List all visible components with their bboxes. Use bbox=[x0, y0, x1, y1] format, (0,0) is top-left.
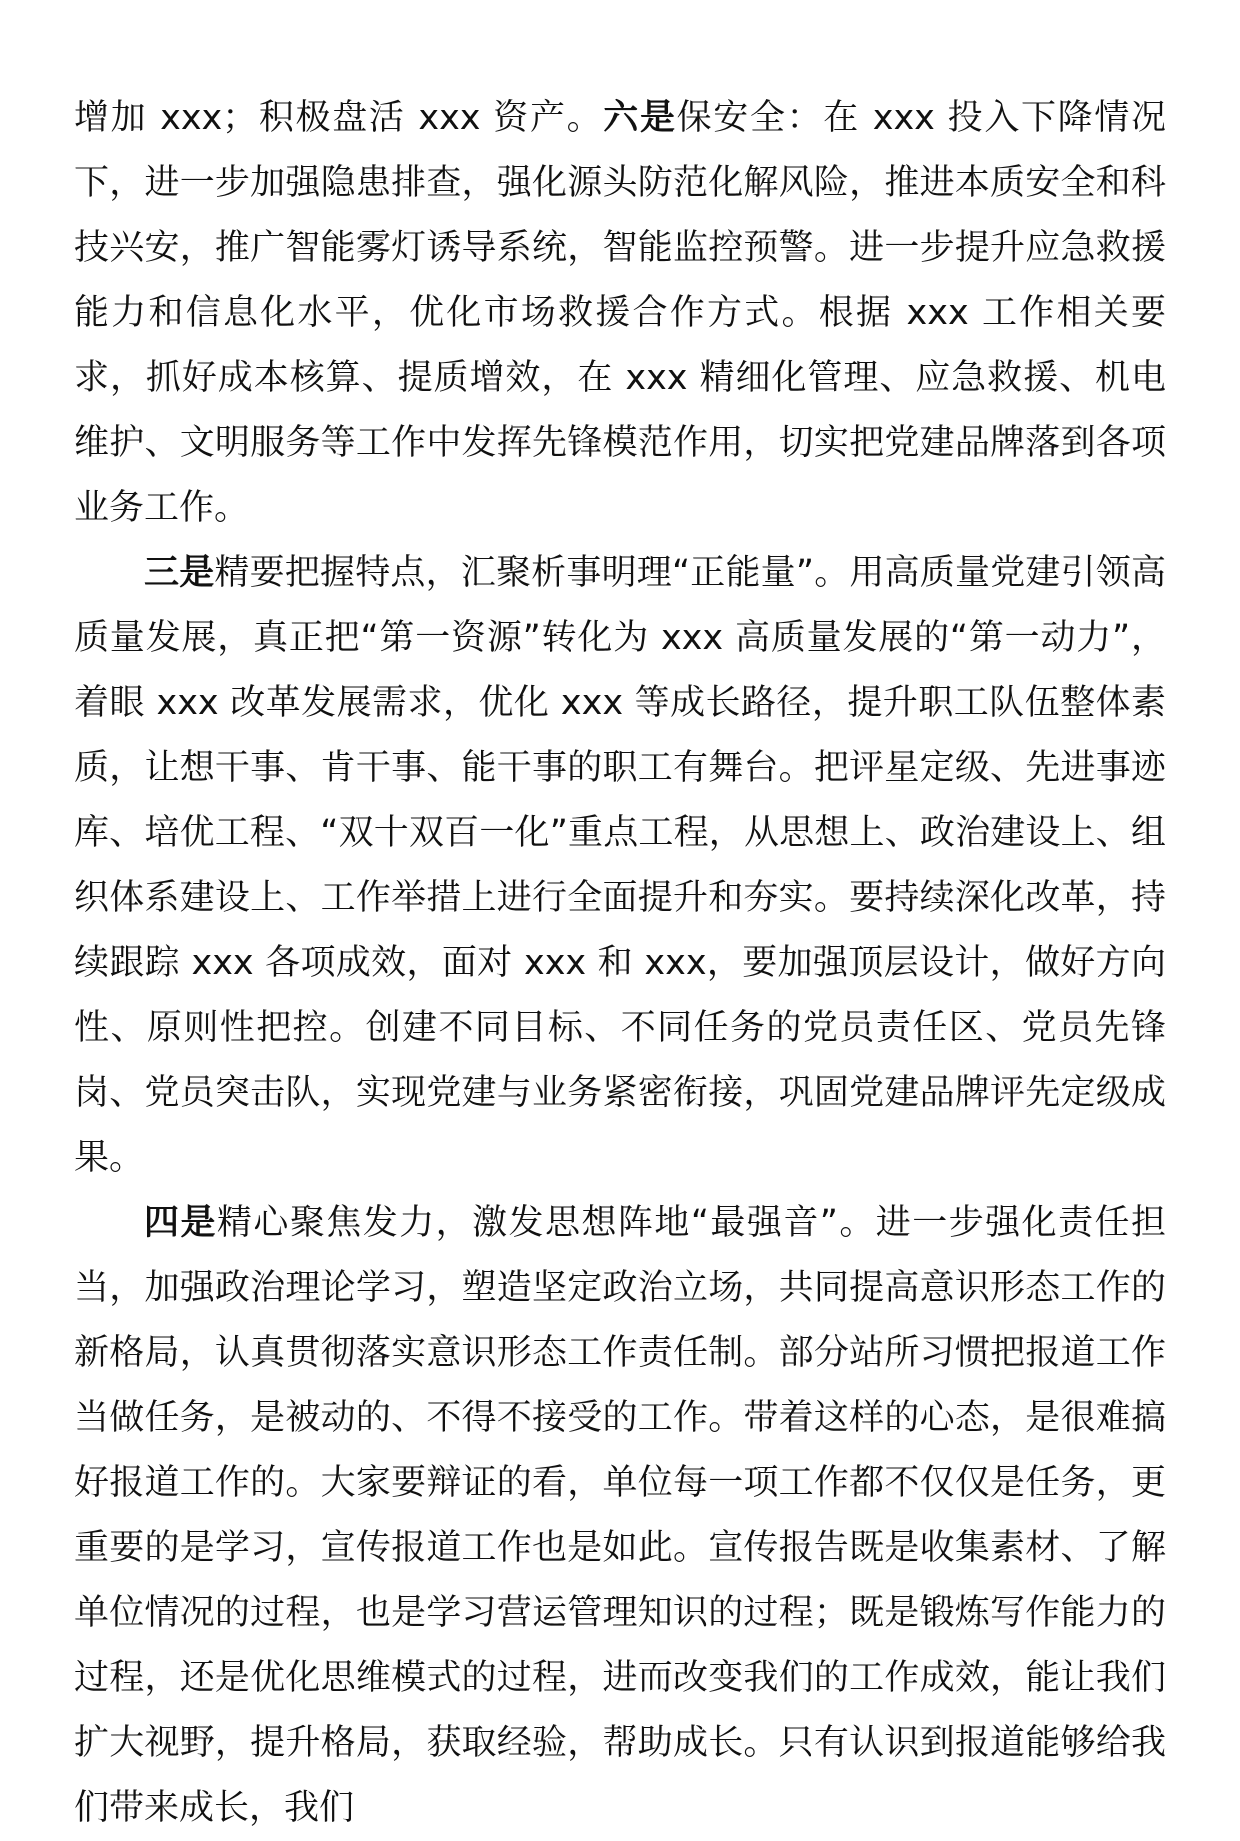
paragraph-text: 增加 xxx；积极盘活 xxx 资产。 bbox=[74, 98, 604, 138]
paragraph-three bbox=[74, 541, 1166, 1191]
paragraph-continuation bbox=[74, 86, 1166, 541]
section-marker-six: 六是 bbox=[603, 98, 677, 138]
paragraph-text: 精要把握特点，汇聚析事明理“正能量”。用高质量党建引领高质量发展，真正把“第一资源”转化为 xxx 高质量发展的“第一动力”，着眼 xxx 改革发展需求，优化 xxx 等成长路径，提升职工队伍整体素质，让想干事、肯干事、能干事的职工有舞台。把评星定级、先进事迹库、培优工程、“双十双百一化”重点工程，从思想上、政治建设上、组织体系建设上、工作举措上进行全面提升和夯实。要持续深化改革，持续跟踪 xxx 各项成效，面对 xxx 和 xxx，要加强顶层设计，做好方向性、原则性把控。创建不同目标、不同任务的党员责任区、党员先锋岗、党员突击队，实现党建与业务紧密衔接，巩固党建品牌评先定级成果。 bbox=[74, 553, 1166, 1178]
paragraph-text: 保安全：在 xxx 投入下降情况下，进一步加强隐患排查，强化源头防范化解风险，推进本质安全和科技兴安，推广智能雾灯诱导系统，智能监控预警。进一步提升应急救援能力和信息化水平，优化市场救援合作方式。根据 xxx 工作相关要求，抓好成本核算、提质增效，在 xxx 精细化管理、应急救援、机电维护、文明服务等工作中发挥先锋模范作用，切实把党建品牌落到各项业务工作。 bbox=[74, 98, 1166, 528]
paragraph-text: 精心聚焦发力，激发思想阵地“最强音”。进一步强化责任担当，加强政治理论学习，塑造坚定政治立场，共同提高意识形态工作的新格局，认真贯彻落实意识形态工作责任制。部分站所习惯把报道工作当做任务，是被动的、不得不接受的工作。带着这样的心态，是很难搞好报道工作的。大家要辩证的看，单位每一项工作都不仅仅是任务，更重要的是学习，宣传报道工作也是如此。宣传报告既是收集素材、了解单位情况的过程，也是学习营运管理知识的过程；既是锻炼写作能力的过程，还是优化思维模式的过程，进而改变我们的工作成效，能让我们扩大视野，提升格局，获取经验，帮助成长。只有认识到报道能够给我们带来成长，我们 bbox=[74, 1203, 1166, 1828]
section-marker-four: 四是 bbox=[144, 1203, 217, 1243]
paragraph-four bbox=[74, 1191, 1166, 1841]
document-page bbox=[74, 86, 1166, 1841]
section-marker-three: 三是 bbox=[144, 553, 215, 593]
